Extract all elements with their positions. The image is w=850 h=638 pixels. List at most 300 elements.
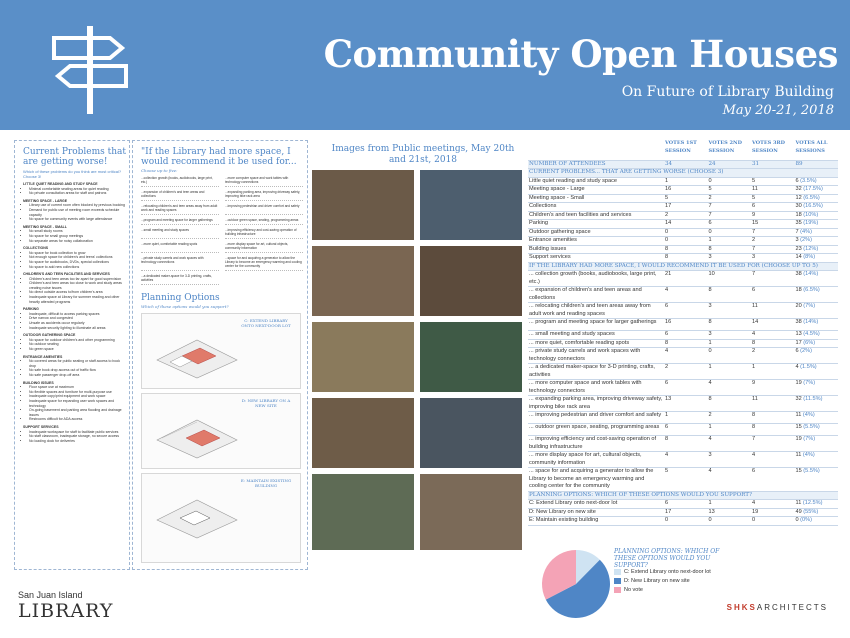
problem-item: • No safe book drop access out of traffic flow (29, 368, 127, 373)
row-value: 49 (55%) (795, 508, 839, 517)
row-value: 32 (11.5%) (795, 396, 839, 412)
row-value: 4 (751, 500, 795, 509)
column-header: VOTES 3RD SESSION (751, 140, 795, 160)
problem-list (29, 385, 127, 422)
problem-item: • Inadequate space for expanding user work spaces and technology (29, 399, 127, 408)
row-label: Parking (528, 220, 664, 229)
site-plan-d-drawing (152, 410, 242, 460)
library-logo-bottom: LIBRARY (18, 600, 114, 622)
problem-heading: OUTDOOR GATHERING SPACE (23, 333, 76, 338)
row-value: 4 (664, 452, 708, 468)
problem-list (29, 229, 127, 243)
row-value: 1 (708, 424, 752, 436)
space-option: ...small meeting and study spaces (141, 228, 219, 239)
row-label: Support services (528, 254, 664, 263)
row-percent: (8%) (801, 254, 816, 260)
meeting-photo-5 (312, 322, 414, 392)
table-row (528, 254, 838, 263)
row-value: 6 (664, 424, 708, 436)
problem-item: • No space to add new collections (29, 265, 127, 270)
row-percent: (6.5%) (801, 287, 820, 293)
row-value: 15 (751, 220, 795, 229)
site-plan-e-drawing (152, 490, 242, 540)
table-row (528, 468, 838, 492)
row-percent: (14%) (801, 319, 819, 325)
legend-swatch (614, 578, 621, 584)
row-value: 6 (708, 220, 752, 229)
row-value: 18 (6.5%) (795, 287, 839, 303)
row-percent: (6.5%) (801, 194, 820, 201)
problem-item: • No separate areas for noisy collaboration (29, 239, 127, 244)
row-value: 11 (751, 303, 795, 319)
row-value: 1 (751, 364, 795, 380)
row-label: Building issues (528, 245, 664, 254)
row-label: ... outdoor green space, seating, programming areas (528, 424, 664, 436)
row-label: Entrance amenities (528, 237, 664, 246)
problem-item: • Children's and teen areas too far apart for good supervision (29, 277, 127, 282)
meeting-photo-8 (420, 398, 522, 468)
row-value: 35 (19%) (795, 220, 839, 229)
row-label: NUMBER OF ATTENDEES (528, 160, 664, 169)
row-value: 5 (708, 186, 752, 195)
row-percent: (14%) (801, 271, 819, 277)
architect-logo (727, 603, 828, 612)
meeting-photo-6 (420, 322, 522, 392)
row-value: 3 (708, 452, 752, 468)
table-row (528, 237, 838, 246)
table-row (528, 500, 838, 509)
row-value: 10 (708, 271, 752, 287)
event-dates: May 20-21, 2018 (722, 103, 834, 118)
row-value: 14 (664, 220, 708, 229)
photos-board (312, 140, 524, 570)
row-percent: (1.5%) (798, 364, 817, 370)
row-value: 5 (664, 194, 708, 203)
row-value: 38 (14%) (795, 271, 839, 287)
problem-item: • Floor space use at maximum (29, 385, 127, 390)
row-value: 8 (664, 245, 708, 254)
row-label: Meeting space - Small (528, 194, 664, 203)
site-plan-c-drawing (152, 330, 242, 380)
row-value: 6 (2%) (795, 348, 839, 364)
row-value: 14 (8%) (795, 254, 839, 263)
plan-option-e-label: E: MAINTAIN EXISTING BUILDING (240, 478, 292, 488)
problem-item: • No safe passenger drop-off area (29, 373, 127, 378)
meeting-photo-10 (420, 474, 522, 550)
row-percent: (7%) (801, 380, 816, 386)
photos-title: Images from Public meetings, May 20th and 21st, 2018 (331, 144, 515, 165)
problem-item: • Children's and teen areas too close to work and study areas creating noise issues (29, 281, 127, 290)
row-percent: (2%) (798, 237, 812, 243)
row-value: 11 (751, 186, 795, 195)
row-value: 0 (708, 177, 752, 186)
problem-item: • Inadequate security lighting to illuminate all areas (29, 326, 127, 331)
row-value: 1 (708, 237, 752, 246)
row-value: 24 (708, 160, 752, 169)
row-value: 13 (4.5%) (795, 331, 839, 340)
row-percent: (10%) (801, 211, 819, 218)
row-value: 8 (751, 424, 795, 436)
row-label: C: Extend Library onto next-door lot (528, 500, 664, 509)
table-row (528, 186, 838, 195)
row-value: 3 (2%) (795, 237, 839, 246)
space-option: ...outdoor green space, seating, programming areas (225, 218, 303, 225)
row-value: 23 (12%) (795, 245, 839, 254)
row-value: 3 (751, 254, 795, 263)
row-value: 6 (664, 303, 708, 319)
attendees-row (528, 160, 838, 169)
problem-item: • No staff classroom, inadequate storage, no secure access (29, 434, 127, 439)
row-value: 31 (751, 160, 795, 169)
row-label: ... more display space for art, cultural objects, community information (528, 452, 664, 468)
space-option: ...improving efficiency and cost-saving operation of building infrastructure (225, 228, 303, 239)
problem-item: • No small study rooms (29, 229, 127, 234)
problem-item: • Inadequate workspace for staff to facilitate public services (29, 430, 127, 435)
meeting-photo-7 (312, 398, 414, 468)
legend-label: C: Extend Library onto next-door lot (624, 569, 711, 575)
row-label: Outdoor gathering space (528, 228, 664, 237)
row-value: 1 (708, 500, 752, 509)
row-value: 17 (6%) (795, 339, 839, 348)
row-value: 2 (708, 194, 752, 203)
row-value: 16 (664, 186, 708, 195)
row-label: ... improving efficiency and cost-saving operation of building infrastructure (528, 436, 664, 452)
meeting-photo-2 (420, 170, 522, 240)
row-percent: (55%) (801, 508, 819, 515)
row-value: 8 (708, 245, 752, 254)
vote-results-table (528, 140, 838, 526)
table-row (528, 228, 838, 237)
table-row (528, 177, 838, 186)
problem-item: • Library use of current room often blocked by previous booking (29, 203, 127, 208)
row-value: 89 (795, 160, 839, 169)
row-value: 2 (664, 364, 708, 380)
table-row (528, 424, 838, 436)
row-percent: (3.5%) (798, 177, 817, 184)
problem-item: • No flexible spaces and furniture for multi-purpose use (29, 390, 127, 395)
row-value: 9 (751, 211, 795, 220)
space-option: ...space for and acquiring a generator to allow the Library to become an emergency warming and cooling center for the community (225, 256, 303, 271)
table-row (528, 364, 838, 380)
row-value: 0 (708, 228, 752, 237)
table-row (528, 396, 838, 412)
problem-heading: LITTLE QUIET READING AND STUDY SPACE (23, 182, 98, 186)
row-label: ... more computer space and work tables with technology connectors (528, 380, 664, 396)
problem-item: • No loading dock for deliveries (29, 439, 127, 444)
space-option: ...more display space for art, cultural objects, community information (225, 242, 303, 253)
row-value: 4 (708, 468, 752, 492)
planning-options-title: Planning Options (141, 293, 220, 303)
row-value: 4 (751, 331, 795, 340)
row-value: 1 (664, 177, 708, 186)
row-value: 6 (751, 203, 795, 212)
row-value: 7 (751, 245, 795, 254)
table-row (528, 339, 838, 348)
problem-heading: COLLECTIONS (23, 246, 49, 251)
row-value: 6 (664, 500, 708, 509)
row-value: 2 (751, 348, 795, 364)
current-problems-note: Which of these problems do you think are most critical? Choose 3! (23, 169, 122, 179)
row-label: D: New Library on new site (528, 508, 664, 517)
row-percent: (2%) (798, 348, 812, 354)
row-value: 19 (751, 508, 795, 517)
space-option: ...relocating children's and teen areas away from adult work and reading spaces (141, 204, 219, 215)
row-value: 2 (751, 237, 795, 246)
problem-heading: PARKING (23, 307, 39, 312)
plan-option-e (141, 473, 301, 563)
row-value: 19 (7%) (795, 436, 839, 452)
row-value: 13 (664, 396, 708, 412)
problem-list (29, 187, 127, 196)
table-row (528, 194, 838, 203)
page-title: Community Open Houses (323, 32, 838, 76)
row-value: 0 (0%) (795, 517, 839, 526)
problem-item: • Restrooms difficult for ADA access (29, 417, 127, 422)
row-value: 7 (4%) (795, 228, 839, 237)
row-value: 3 (708, 331, 752, 340)
problem-heading: MEETING SPACE - LARGE (23, 198, 68, 203)
space-option: ...more computer space and work tables with technology connections (225, 176, 303, 187)
meeting-photo-1 (312, 170, 414, 240)
row-value: 1 (708, 339, 752, 348)
table-row (528, 319, 838, 331)
section-row (528, 491, 838, 500)
row-value: 9 (751, 380, 795, 396)
row-value: 8 (664, 254, 708, 263)
row-value: 34 (664, 160, 708, 169)
table-row (528, 412, 838, 424)
row-value: 20 (7%) (795, 303, 839, 319)
row-value: 0 (708, 517, 752, 526)
row-value: 6 (3.5%) (795, 177, 839, 186)
row-label: ... collection growth (books, audiobooks, large print, etc.) (528, 271, 664, 287)
row-percent: (0%) (798, 517, 812, 523)
row-value: 1 (708, 364, 752, 380)
problem-item: • Not enough space for children's and teens' collections (29, 255, 127, 260)
column-header: VOTES 2ND SESSION (708, 140, 752, 160)
problem-list (29, 430, 127, 444)
row-percent: (11.5%) (801, 396, 823, 402)
problem-item: • Unsafe as accidents occur regularly (29, 321, 127, 326)
row-value: 6 (751, 468, 795, 492)
problem-list (29, 359, 127, 377)
row-percent: (4%) (801, 412, 815, 418)
row-value: 13 (708, 508, 752, 517)
architect-logo-b: ARCHITECTS (756, 603, 828, 612)
row-value: 4 (664, 287, 708, 303)
table-row (528, 436, 838, 452)
row-percent: (5.5%) (801, 468, 820, 474)
architect-logo-a: SHKS (726, 603, 757, 612)
row-value: 19 (7%) (795, 380, 839, 396)
plan-option-d (141, 393, 301, 469)
row-value: 14 (751, 319, 795, 331)
problem-heading: BUILDING ISSUES (23, 380, 54, 385)
row-value: 4 (1.5%) (795, 364, 839, 380)
space-option: ...a dedicated maker-space for 3-D printing, crafts, activities (141, 274, 219, 285)
signpost-icon (40, 18, 140, 118)
row-value: 0 (664, 228, 708, 237)
row-value: 8 (708, 319, 752, 331)
row-label: ... expanding parking area, improving driveway safety, improving bike rack area (529, 396, 663, 410)
pie-legend (614, 568, 711, 595)
row-value: 7 (751, 271, 795, 287)
row-value: 0 (751, 517, 795, 526)
row-percent: (12.5%) (801, 500, 823, 506)
table-row (528, 331, 838, 340)
table-row (528, 271, 838, 287)
space-option: ...expanding parking area, improving driveway safety, improving bike rack area (225, 190, 303, 201)
problem-item: • Minimal comfortable seating areas for quiet reading (29, 187, 127, 192)
row-value: 11 (751, 396, 795, 412)
row-value: 11 (4%) (795, 452, 839, 468)
problem-item: • No covered areas for public seating or staff access to book drop (29, 359, 127, 368)
problem-item: • No space for outdoor children's and other programming (29, 338, 127, 343)
plan-option-c-label: C: EXTEND LIBRARY ONTO NEXT-DOOR LOT (241, 318, 291, 328)
plan-option-d-label: D: NEW LIBRARY ON A NEW SITE (241, 398, 291, 408)
pie-chart-title: PLANNING OPTIONS: WHICH OF THESE OPTIONS WOULD YOU SUPPORT? (614, 548, 720, 569)
row-value: 5 (664, 468, 708, 492)
row-percent: (7%) (801, 436, 816, 442)
column-header (528, 140, 664, 160)
row-value: 18 (10%) (795, 211, 839, 220)
problem-heading: MEETING SPACE - SMALL (23, 224, 67, 229)
row-label: Children's and teen facilities and services (528, 211, 664, 220)
problem-item: • Demand for public use of meeting room exceeds schedule capacity (29, 208, 127, 217)
table-row (528, 380, 838, 396)
column-header: VOTES 1ST SESSION (664, 140, 708, 160)
row-value: 38 (14%) (795, 319, 839, 331)
space-option: ...collection growth (books, audiobooks, large print, etc.) (141, 176, 219, 187)
problem-item: • No outdoor seating (29, 342, 127, 347)
legend-swatch (614, 569, 621, 575)
row-value: 12 (6.5%) (795, 194, 839, 203)
meeting-photo-9 (312, 474, 414, 550)
problem-heading: ENTRANCE AMENITIES (23, 354, 63, 359)
row-value: 0 (708, 348, 752, 364)
section-label: CURRENT PROBLEMS... THAT ARE GETTING WORSE (CHOOSE 3) (528, 169, 838, 178)
row-value: 21 (664, 271, 708, 287)
row-value: 7 (751, 228, 795, 237)
row-label: ... expansion of children's and teen areas and collections (528, 287, 664, 303)
problem-item: • No green space (29, 347, 127, 352)
table-row (528, 245, 838, 254)
row-label: ... small meeting and study spaces (528, 331, 664, 340)
row-percent: (12%) (801, 245, 819, 252)
more-space-board (132, 140, 308, 570)
problem-list (29, 277, 127, 305)
row-value: 7 (708, 211, 752, 220)
row-value: 0 (664, 517, 708, 526)
row-label: Collections (528, 203, 664, 212)
row-label: Little quiet reading and study space (528, 177, 664, 186)
problem-item: • No space for audiobooks, DVDs, special collections (29, 260, 127, 265)
row-value: 4 (708, 436, 752, 452)
row-percent: (4%) (798, 228, 812, 235)
row-value: 4 (708, 380, 752, 396)
legend-label: D: New Library on new site (624, 578, 690, 584)
problem-item: • No space for community events with large attendance (29, 217, 127, 222)
table-row (528, 508, 838, 517)
row-value: 4 (664, 348, 708, 364)
problem-item: • No private consultation areas for staff and patrons (29, 191, 127, 196)
row-label: ... improving pedestrian and driver comfort and safety (528, 412, 664, 424)
space-option: ...improving pedestrian and driver comfort and safety (225, 204, 303, 215)
section-label: IF THE LIBRARY HAD MORE SPACE, I WOULD RECOMMEND IT BE USED FOR (CHOOSE UP TO 5) (528, 262, 838, 271)
problem-list (29, 338, 127, 352)
row-value: 15 (5.5%) (795, 424, 839, 436)
space-option: ...program and meeting space for larger gatherings (141, 218, 219, 225)
row-percent: (17.5%) (801, 186, 823, 192)
library-logo (18, 590, 113, 622)
row-value: 16 (664, 319, 708, 331)
row-label: ... relocating children's and teen areas away from adult work and reading spaces (528, 303, 664, 319)
row-value: 8 (708, 287, 752, 303)
row-value: 11 (4%) (795, 412, 839, 424)
library-logo-top: San Juan Island (18, 590, 83, 600)
row-label: ... program and meeting space for larger gatherings (528, 319, 664, 331)
row-value: 2 (708, 412, 752, 424)
row-value: 30 (16.5%) (795, 203, 839, 212)
table-row (528, 517, 838, 526)
problem-list (29, 312, 127, 330)
row-label: ... space for and acquiring a generator to allow the Library to become an emergency warming and cooling center for the community (528, 468, 664, 492)
row-value: 8 (664, 339, 708, 348)
row-value: 1 (664, 412, 708, 424)
row-value: 3 (708, 303, 752, 319)
legend-swatch (614, 587, 621, 593)
legend-label: No vote (624, 587, 643, 593)
row-percent: (6%) (801, 339, 816, 346)
current-problems-board (14, 140, 130, 570)
row-value: 7 (751, 436, 795, 452)
planning-options-pie-chart (540, 548, 612, 620)
row-percent: (5.5%) (801, 424, 820, 430)
legend-item (614, 568, 711, 577)
problem-heading: SUPPORT SERVICES (23, 424, 59, 429)
table-row (528, 220, 838, 229)
table-row (528, 348, 838, 364)
row-percent: (19%) (801, 220, 819, 226)
meeting-photo-4 (420, 246, 522, 316)
current-problems-list (23, 179, 127, 443)
more-space-options (141, 176, 303, 285)
row-value: 8 (751, 412, 795, 424)
row-value: 17 (664, 203, 708, 212)
plan-option-c (141, 313, 301, 389)
problem-item: • No space for small group meetings (29, 234, 127, 239)
problem-item: • Inadequate, difficult to access parking spaces (29, 312, 127, 317)
section-row (528, 169, 838, 178)
row-value: 3 (708, 254, 752, 263)
row-label: ... private study carrels and work spaces with technology connectors (528, 348, 664, 364)
row-percent: (7%) (801, 303, 816, 309)
space-option: ...more quiet, comfortable reading spots (141, 242, 219, 253)
column-header: VOTES ALL SESSIONS (795, 140, 839, 160)
legend-item (614, 586, 711, 595)
planning-options-note: Which of these options would you support? (141, 304, 229, 309)
problem-item: • Inadequate space at Library for summer reading and other heavily attended programs (29, 295, 127, 304)
problem-list (29, 203, 127, 221)
problem-item: • Inadequate copy/print equipment and work space (29, 394, 127, 399)
table-row (528, 211, 838, 220)
row-value: 6 (751, 287, 795, 303)
row-percent: (4.5%) (801, 331, 820, 337)
problem-item: • Drive narrow and congested (29, 316, 127, 321)
table-row (528, 303, 838, 319)
table-row (528, 452, 838, 468)
current-problems-title: Current Problems that are getting worse! (23, 147, 127, 167)
